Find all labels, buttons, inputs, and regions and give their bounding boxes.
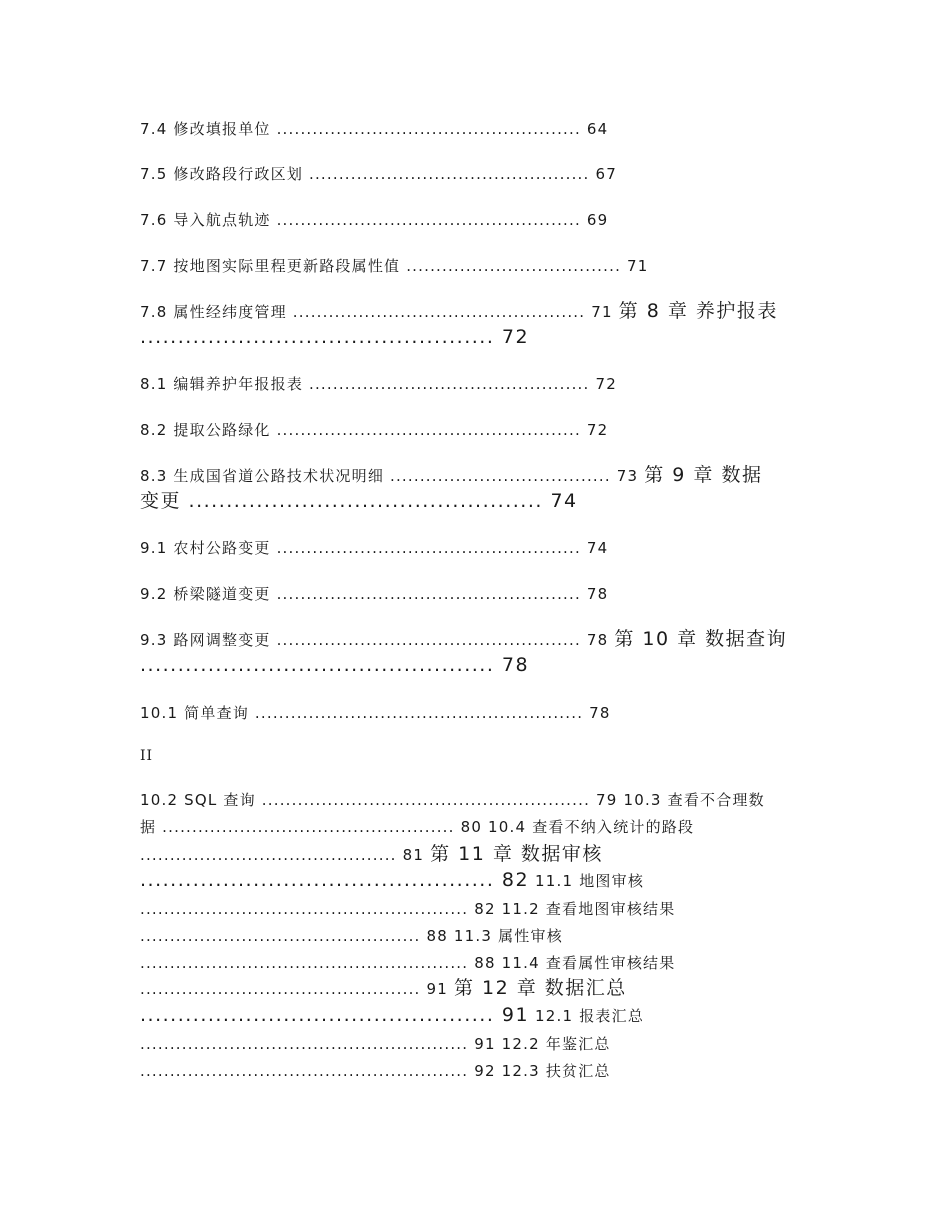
toc-entry-8-3: 8.3 生成国省道公路技术状况明细 ..................................... 73 第 9 章 数据 [140, 464, 763, 486]
toc-chapter-10-leader: ............................................... 78 [140, 654, 530, 676]
toc-entry-12-3: ....................................................... 92 12.3 扶贫汇总 [140, 1062, 611, 1080]
toc-entry-7-6: 7.6 导入航点轨迹 ................................................... 69 [140, 211, 609, 229]
chapter-12-heading: 第 12 章 数据汇总 [453, 977, 627, 999]
toc-entry-10-4-leader: ........................................... 81 第 11 章 数据审核 [140, 843, 603, 865]
toc-chapter-12-leader: ............................................... 91 12.1 报表汇总 [140, 1004, 645, 1026]
toc-chapter-8-leader: ............................................... 72 [140, 326, 530, 348]
toc-entry-10-3-cont: 据 ................................................. 80 10.4 查看不纳入统计的路段 [140, 818, 695, 836]
chapter-9-heading: 第 9 章 数据 [644, 464, 763, 486]
toc-entry-12-heading-line: ............................................... 91 第 12 章 数据汇总 [140, 977, 627, 999]
chapter-10-heading: 第 10 章 数据查询 [614, 628, 788, 650]
toc-entry-10-1: 10.1 简单查询 ....................................................... 78 [140, 704, 611, 722]
toc-entry-7-4: 7.4 修改填报单位 ................................................... 64 [140, 120, 609, 138]
toc-entry-7-5: 7.5 修改路段行政区划 ............................................... 67 [140, 165, 617, 183]
toc-chapter-11-leader: ............................................... 82 11.1 地图审核 [140, 869, 645, 891]
toc-entry-11-3: ............................................... 88 11.3 属性审核 [140, 927, 563, 945]
toc-entry-11-4: ....................................................... 88 11.4 查看属性审核结果 [140, 954, 676, 972]
toc-entry-12-2: ....................................................... 91 12.2 年鉴汇总 [140, 1035, 611, 1053]
toc-entry-10-2: 10.2 SQL 查询 ....................................................... 79 10.3 查看不合理数 [140, 791, 765, 809]
toc-entry-11-2: ....................................................... 82 11.2 查看地图审核结果 [140, 900, 676, 918]
toc-entry-8-2: 8.2 提取公路绿化 ................................................... 72 [140, 421, 609, 439]
toc-entry-9-2: 9.2 桥梁隧道变更 ................................................... 78 [140, 585, 609, 603]
toc-entry-7-7: 7.7 按地图实际里程更新路段属性值 .................................... 71 [140, 257, 649, 275]
toc-entry-8-1: 8.1 编辑养护年报报表 ............................................... 72 [140, 375, 617, 393]
page-number: II [140, 748, 154, 764]
chapter-8-heading: 第 8 章 养护报表 [618, 300, 778, 322]
toc-chapter-9-leader: 变更 ............................................... 74 [140, 490, 578, 512]
chapter-11-heading: 第 11 章 数据审核 [430, 843, 603, 865]
toc-entry-7-8: 7.8 属性经纬度管理 ................................................. 71 第 8 章 养护报表 [140, 300, 778, 322]
toc-entry-9-1: 9.1 农村公路变更 ................................................... 74 [140, 539, 609, 557]
toc-entry-9-3: 9.3 路网调整变更 ................................................... 78 第 10 章 数据查询 [140, 628, 788, 650]
